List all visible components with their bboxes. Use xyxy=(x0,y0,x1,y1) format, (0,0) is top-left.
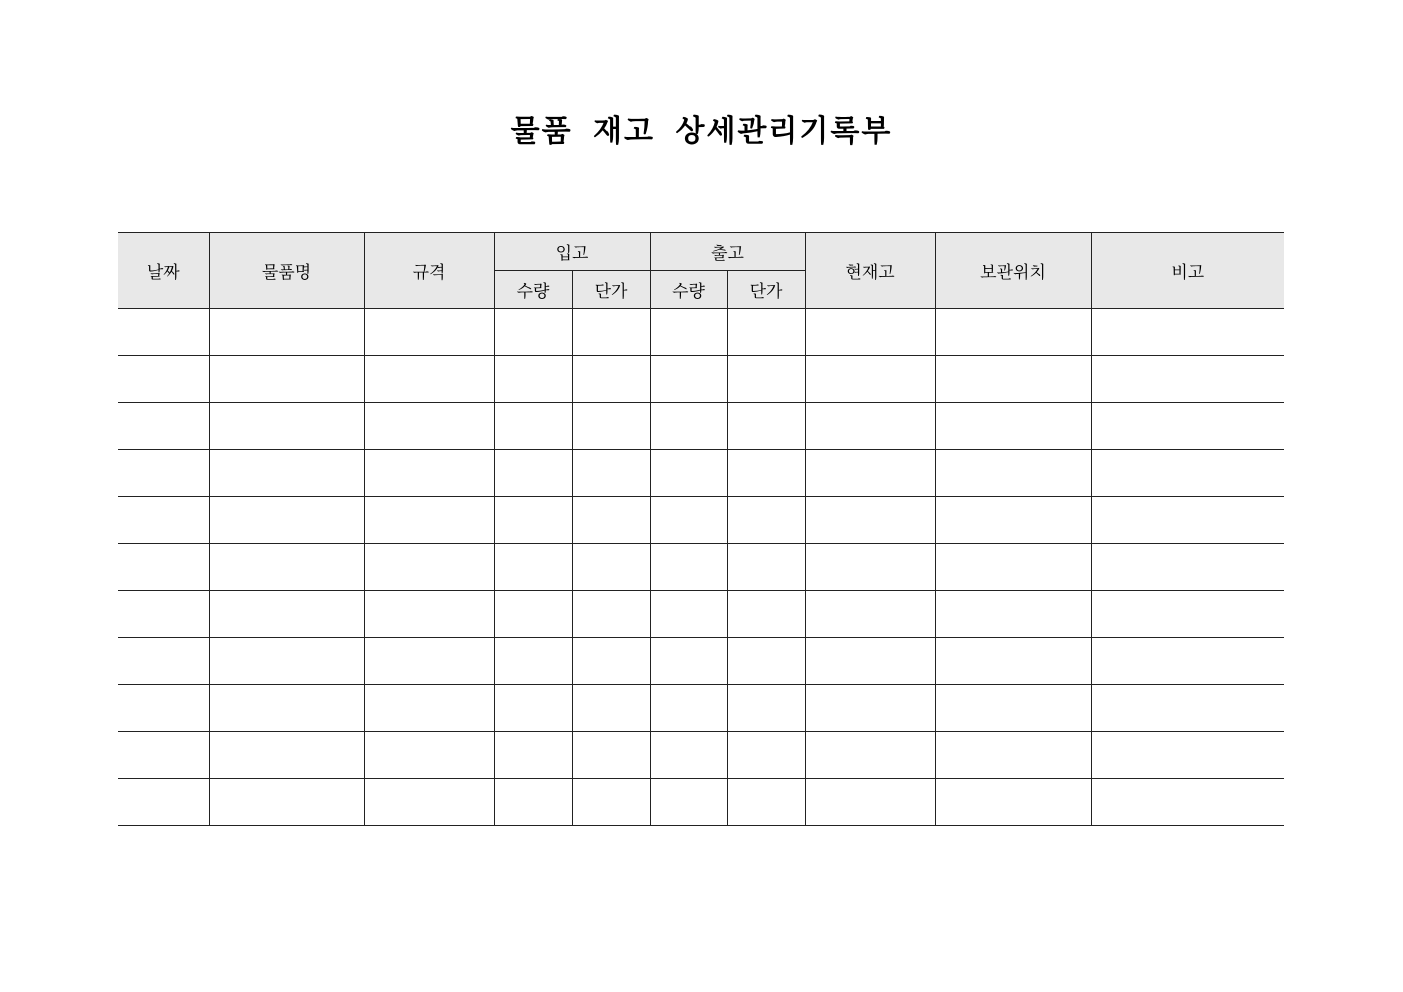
table-cell[interactable] xyxy=(118,591,209,638)
table-cell[interactable] xyxy=(364,732,494,779)
table-cell[interactable] xyxy=(494,356,572,403)
table-cell[interactable] xyxy=(727,591,805,638)
table-cell[interactable] xyxy=(935,450,1091,497)
table-row xyxy=(118,779,1284,826)
header-date: 날짜 xyxy=(118,233,209,309)
table-row xyxy=(118,403,1284,450)
table-cell[interactable] xyxy=(1091,591,1284,638)
table-row xyxy=(118,544,1284,591)
table-cell[interactable] xyxy=(572,779,650,826)
table-cell[interactable] xyxy=(1091,638,1284,685)
table-cell[interactable] xyxy=(1091,356,1284,403)
table-cell[interactable] xyxy=(935,309,1091,356)
table-cell[interactable] xyxy=(805,544,935,591)
table-cell[interactable] xyxy=(935,544,1091,591)
table-row xyxy=(118,497,1284,544)
table-cell[interactable] xyxy=(209,309,364,356)
table-cell[interactable] xyxy=(935,591,1091,638)
table-cell[interactable] xyxy=(118,497,209,544)
table-cell[interactable] xyxy=(727,356,805,403)
table-cell[interactable] xyxy=(805,591,935,638)
table-cell[interactable] xyxy=(494,450,572,497)
table-cell[interactable] xyxy=(727,403,805,450)
table-cell[interactable] xyxy=(650,544,727,591)
table-cell[interactable] xyxy=(650,732,727,779)
table-cell[interactable] xyxy=(805,450,935,497)
table-cell[interactable] xyxy=(494,591,572,638)
table-cell[interactable] xyxy=(118,544,209,591)
table-row xyxy=(118,638,1284,685)
header-outgoing: 출고 xyxy=(650,233,805,271)
table-cell[interactable] xyxy=(494,685,572,732)
table-cell[interactable] xyxy=(364,497,494,544)
header-out-unit-price: 단가 xyxy=(727,271,805,309)
table-cell[interactable] xyxy=(1091,732,1284,779)
table-cell[interactable] xyxy=(209,450,364,497)
header-storage-location: 보관위치 xyxy=(935,233,1091,309)
table-cell[interactable] xyxy=(494,309,572,356)
table-cell[interactable] xyxy=(650,638,727,685)
header-remarks: 비고 xyxy=(1091,233,1284,309)
table-cell[interactable] xyxy=(364,356,494,403)
table-cell[interactable] xyxy=(364,685,494,732)
inventory-table xyxy=(118,232,1284,826)
table-cell[interactable] xyxy=(209,732,364,779)
table-cell[interactable] xyxy=(572,591,650,638)
table-cell[interactable] xyxy=(494,403,572,450)
table-cell[interactable] xyxy=(118,638,209,685)
table-cell[interactable] xyxy=(364,309,494,356)
table-cell[interactable] xyxy=(364,638,494,685)
table-cell[interactable] xyxy=(935,638,1091,685)
table-cell[interactable] xyxy=(118,309,209,356)
table-cell[interactable] xyxy=(1091,685,1284,732)
table-cell[interactable] xyxy=(572,497,650,544)
table-cell[interactable] xyxy=(727,544,805,591)
table-cell[interactable] xyxy=(494,544,572,591)
table-cell[interactable] xyxy=(118,403,209,450)
table-cell[interactable] xyxy=(805,638,935,685)
table-cell[interactable] xyxy=(1091,450,1284,497)
table-cell[interactable] xyxy=(209,356,364,403)
table-cell[interactable] xyxy=(572,685,650,732)
table-cell[interactable] xyxy=(1091,497,1284,544)
table-cell[interactable] xyxy=(727,309,805,356)
table-cell[interactable] xyxy=(572,356,650,403)
table-cell[interactable] xyxy=(650,497,727,544)
table-cell[interactable] xyxy=(727,450,805,497)
header-spec: 규격 xyxy=(364,233,494,309)
header-in-quantity: 수량 xyxy=(494,271,572,309)
table-cell[interactable] xyxy=(727,638,805,685)
table-cell[interactable] xyxy=(364,779,494,826)
table-cell[interactable] xyxy=(650,309,727,356)
table-cell[interactable] xyxy=(935,779,1091,826)
table-cell[interactable] xyxy=(935,732,1091,779)
table-cell[interactable] xyxy=(209,591,364,638)
table-row xyxy=(118,356,1284,403)
page-title: 물품 재고 상세관리기록부 xyxy=(510,114,893,149)
table-cell[interactable] xyxy=(727,779,805,826)
table-cell[interactable] xyxy=(650,591,727,638)
table-cell[interactable] xyxy=(364,450,494,497)
table-cell[interactable] xyxy=(650,450,727,497)
table-cell[interactable] xyxy=(727,497,805,544)
table-row xyxy=(118,591,1284,638)
table-row xyxy=(118,450,1284,497)
table-cell[interactable] xyxy=(935,685,1091,732)
table-cell[interactable] xyxy=(572,309,650,356)
table-cell[interactable] xyxy=(1091,544,1284,591)
table-cell[interactable] xyxy=(805,497,935,544)
table-cell[interactable] xyxy=(118,779,209,826)
table-cell[interactable] xyxy=(727,732,805,779)
table-cell[interactable] xyxy=(572,732,650,779)
table-cell[interactable] xyxy=(364,403,494,450)
table-cell[interactable] xyxy=(494,638,572,685)
table-cell[interactable] xyxy=(572,403,650,450)
table-cell[interactable] xyxy=(805,309,935,356)
table-cell[interactable] xyxy=(209,403,364,450)
table-row xyxy=(118,309,1284,356)
table-row xyxy=(118,732,1284,779)
table-cell[interactable] xyxy=(364,544,494,591)
table-cell[interactable] xyxy=(118,356,209,403)
table-cell[interactable] xyxy=(1091,309,1284,356)
header-incoming: 입고 xyxy=(494,233,650,271)
table-cell[interactable] xyxy=(572,450,650,497)
table-cell[interactable] xyxy=(805,356,935,403)
table-cell[interactable] xyxy=(209,685,364,732)
table-cell[interactable] xyxy=(805,732,935,779)
table-cell[interactable] xyxy=(1091,779,1284,826)
table-cell[interactable] xyxy=(572,638,650,685)
table-cell[interactable] xyxy=(209,779,364,826)
table-cell[interactable] xyxy=(209,544,364,591)
table-cell[interactable] xyxy=(935,497,1091,544)
table-cell[interactable] xyxy=(118,450,209,497)
table-cell[interactable] xyxy=(494,779,572,826)
table-cell[interactable] xyxy=(805,779,935,826)
table-cell[interactable] xyxy=(650,779,727,826)
header-current-stock: 현재고 xyxy=(805,233,935,309)
table-cell[interactable] xyxy=(650,403,727,450)
table-cell[interactable] xyxy=(494,732,572,779)
table-cell[interactable] xyxy=(572,544,650,591)
table-cell[interactable] xyxy=(1091,403,1284,450)
table-cell[interactable] xyxy=(650,356,727,403)
table-cell[interactable] xyxy=(935,403,1091,450)
table-body xyxy=(118,309,1284,826)
table-cell[interactable] xyxy=(727,685,805,732)
header-in-unit-price: 단가 xyxy=(572,271,650,309)
table-cell[interactable] xyxy=(805,403,935,450)
table-cell[interactable] xyxy=(209,497,364,544)
table-cell[interactable] xyxy=(805,685,935,732)
table-cell[interactable] xyxy=(364,591,494,638)
header-item-name: 물품명 xyxy=(209,233,364,309)
table-cell[interactable] xyxy=(494,497,572,544)
table-cell[interactable] xyxy=(650,685,727,732)
table-header xyxy=(118,233,1284,309)
table-cell[interactable] xyxy=(118,732,209,779)
table-row xyxy=(118,685,1284,732)
header-out-quantity: 수량 xyxy=(650,271,727,309)
table-cell[interactable] xyxy=(209,638,364,685)
table-cell[interactable] xyxy=(935,356,1091,403)
table-cell[interactable] xyxy=(118,685,209,732)
